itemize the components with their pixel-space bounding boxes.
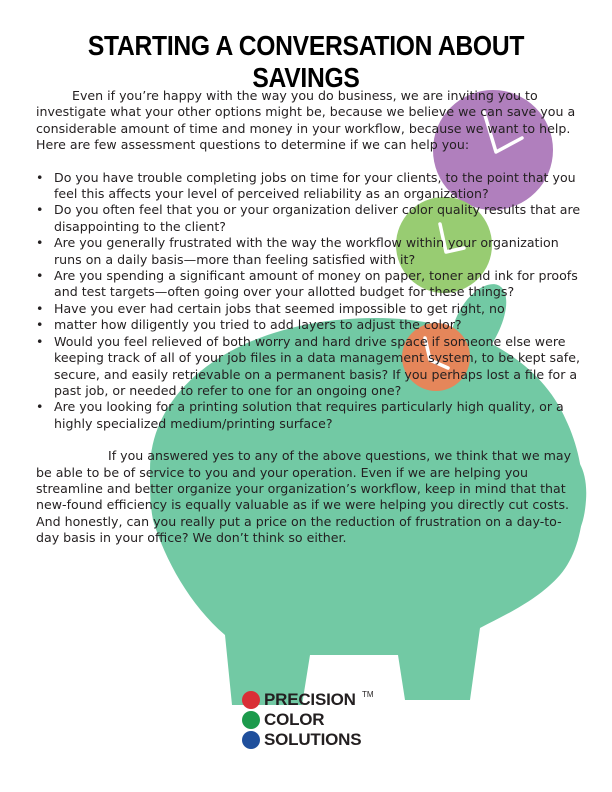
closing-paragraph: If you answered yes to any of the above questions, we think that we may be able to be of service to you and your operation. Even if we are helping you streamline and better organize your organization’s workflow, keep in mind that that new-found efficiency is equally valuable as if we were helping you directly cut costs. And honestly, can you really put a price on the reduction of frustration on a day-to-day basis in your office? We don’t think so either. bbox=[36, 448, 572, 546]
question-item: • Are you generally frustrated with the way the workflow within your organization runs on a daily basis—more than feeling satisfied with it? bbox=[36, 235, 584, 268]
logo-word-color: COLOR bbox=[264, 710, 325, 729]
question-item: • Do you have trouble completing jobs on time for your clients, to the point that you feel this affects your level of perceived reliability as an organization? bbox=[36, 170, 584, 203]
logo-word-solutions: SOLUTIONS bbox=[264, 730, 362, 749]
page-title: STARTING A CONVERSATION ABOUT SAVINGS bbox=[87, 30, 525, 93]
green-dot-icon bbox=[242, 711, 260, 729]
body-content bbox=[36, 88, 584, 547]
question-item: • Are you looking for a printing solution that requires particularly high quality, or a highly specialized medium/printing surface? bbox=[36, 399, 584, 432]
logo-row-color bbox=[242, 710, 361, 730]
red-dot-icon bbox=[242, 691, 260, 709]
company-logo bbox=[242, 690, 374, 750]
blue-dot-icon bbox=[242, 731, 260, 749]
trademark-mark: TM bbox=[362, 690, 374, 699]
logo-row-solutions bbox=[242, 730, 361, 750]
logo-row-precision bbox=[242, 690, 361, 710]
question-item: • Do you often feel that you or your organization deliver color quality results that are disappointing to the client? bbox=[36, 202, 584, 235]
logo-word-precision: PRECISION bbox=[264, 690, 356, 709]
question-item: • Would you feel relieved of both worry and hard drive space if someone else were keeping track of all of your job files in a data management system, to be kept safe, secure, and easily retrievable on a permanent basis? If you perhaps lost a file for a past job, or needed to refer to one for an ongoing one? bbox=[36, 334, 584, 400]
question-item: • Have you ever had certain jobs that seemed impossible to get right, no bbox=[36, 301, 584, 317]
assessment-question-list bbox=[36, 170, 584, 433]
question-item: • matter how diligently you tried to add layers to adjust the color? bbox=[36, 317, 584, 333]
intro-paragraph: Even if you’re happy with the way you do business, we are inviting you to investigate what your other options might be, because we believe we can save you a considerable amount of time and money in your workflow, because we want to help. Here are few assessment questions to determine if we can help you: bbox=[36, 88, 576, 153]
question-item: • Are you spending a significant amount of money on paper, toner and ink for proofs and test targets—often going over your allotted budget for these things? bbox=[36, 268, 584, 301]
